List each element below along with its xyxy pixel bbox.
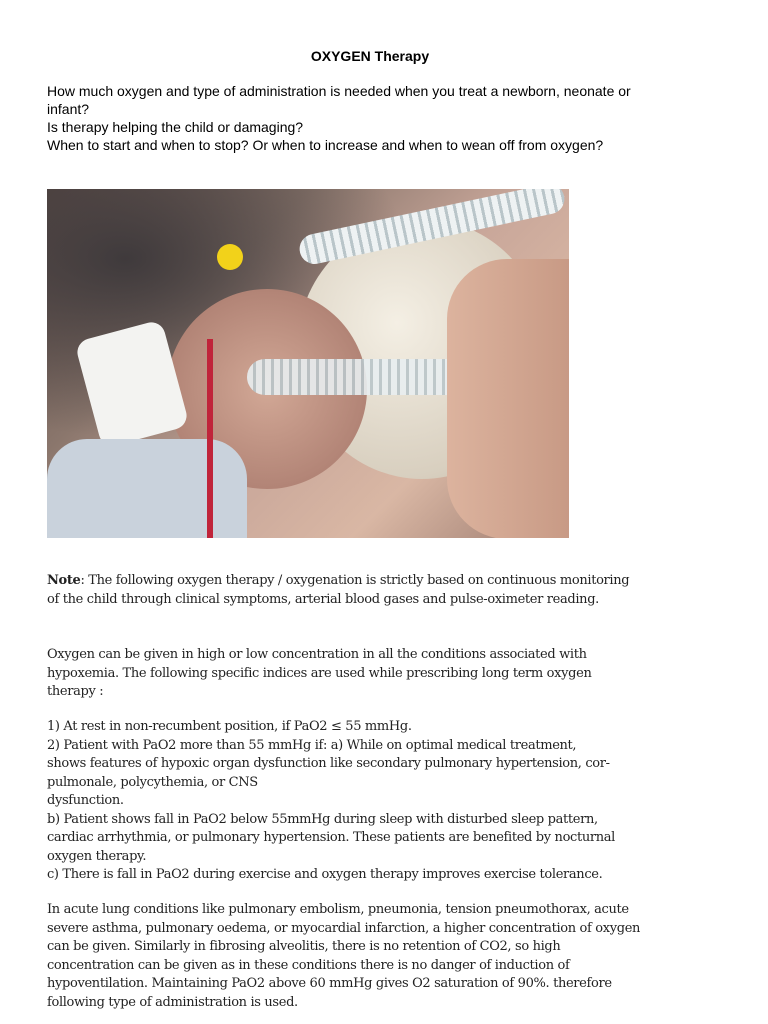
intro-line: When to start and when to stop? Or when to increase and when to wean off from oxygen? <box>47 137 604 153</box>
yellow-cap <box>217 244 243 270</box>
paragraph-line: therapy : <box>47 684 104 699</box>
note-paragraph <box>47 572 747 609</box>
paragraph-line: In acute lung conditions like pulmonary embolism, pneumonia, tension pneumothorax, acute <box>47 902 629 917</box>
paragraph-line: severe asthma, pulmonary oedema, or myocardial infarction, a higher concentration of oxygen <box>47 920 641 936</box>
list-line: c) There is fall in PaO2 during exercise and oxygen therapy improves exercise tolerance. <box>47 867 603 882</box>
paragraph-line: following type of administration is used. <box>47 994 298 1010</box>
list-line: shows features of hypoxic organ dysfunction like secondary pulmonary hypertension, cor- <box>47 756 610 771</box>
note-text: of the child through clinical symptoms, arterial blood gases and pulse-oximeter reading. <box>47 591 599 607</box>
indications-list <box>47 718 747 885</box>
list-line: 2) Patient with PaO2 more than 55 mmHg if: a) While on optimal medical treatment, <box>47 737 577 753</box>
paragraph-line: concentration can be given as in these conditions there is no danger of induction of <box>47 957 570 973</box>
intro-line: Is therapy helping the child or damaging? <box>47 119 304 135</box>
paragraph-line: hypoventilation. Maintaining PaO2 above 60 mmHg gives O2 saturation of 90%. therefore <box>47 976 612 991</box>
indices-paragraph <box>47 646 747 702</box>
list-line: dysfunction. <box>47 793 124 808</box>
list-line: cardiac arrhythmia, or pulmonary hypertension. These patients are benefited by nocturnal <box>47 830 615 845</box>
newborn-oxygen-photo <box>47 189 569 538</box>
document-title: OXYGEN Therapy <box>310 48 430 64</box>
acute-conditions-paragraph <box>47 901 747 1012</box>
paragraph-line: hypoxemia. The following specific indices are used while prescribing long term oxygen <box>47 665 592 681</box>
paragraph-line: can be given. Similarly in fibrosing alveolitis, there is no retention of CO2, so high <box>47 939 561 954</box>
list-line: oxygen therapy. <box>47 848 147 864</box>
intro-questions <box>47 82 747 154</box>
red-line <box>207 339 213 538</box>
list-line: pulmonale, polycythemia, or CNS <box>47 774 258 790</box>
intro-line: infant? <box>47 101 90 117</box>
list-line: b) Patient shows fall in PaO2 below 55mmHg during sleep with disturbed sleep pattern, <box>47 811 598 827</box>
blanket <box>47 439 247 538</box>
list-line: 1) At rest in non-recumbent position, if PaO2 ≤ 55 mmHg. <box>47 719 412 734</box>
note-label: Note <box>47 573 81 588</box>
intro-line: How much oxygen and type of administration is needed when you treat a newborn, neonate or <box>47 83 631 99</box>
caregiver-hand <box>447 259 569 538</box>
paragraph-line: Oxygen can be given in high or low concentration in all the conditions associated with <box>47 647 587 662</box>
note-text: : The following oxygen therapy / oxygenation is strictly based on continuous monitoring <box>80 573 630 588</box>
